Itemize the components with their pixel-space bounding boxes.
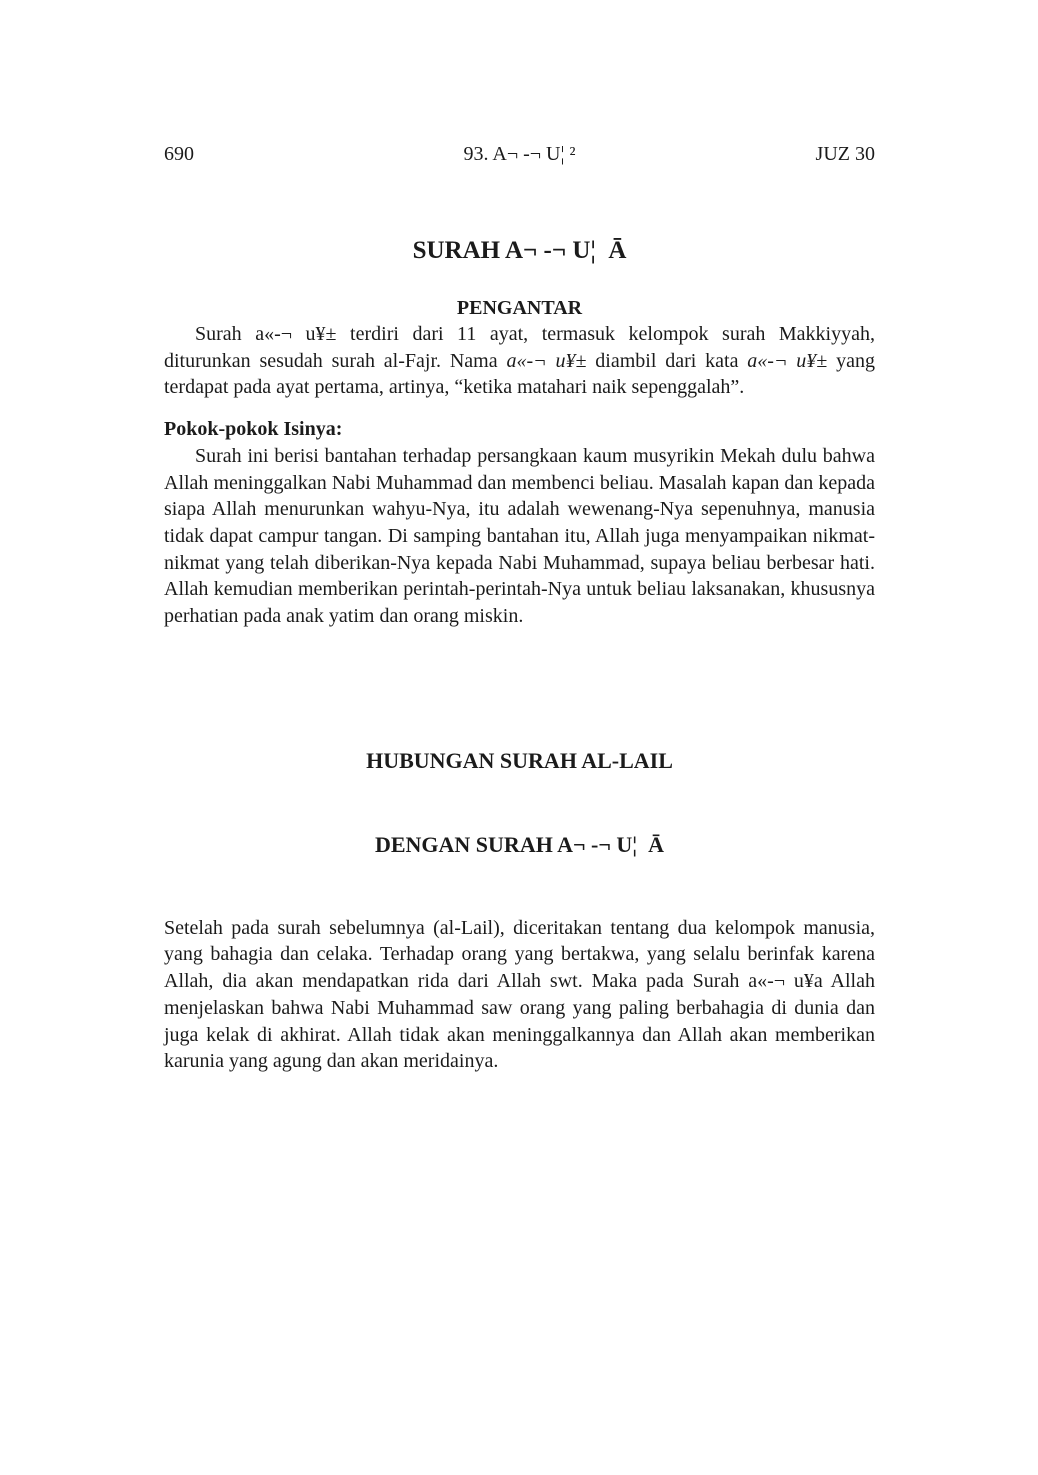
intro-paragraph [164, 321, 875, 401]
intro-run-3: yang terdapat pada ayat pertama, artinya, “ketika matahari naik sepenggalah”. [164, 349, 875, 399]
running-title: 93. A¬ -¬ U¦ ² [463, 143, 576, 165]
surah-title: SURAH A¬ -¬ U¦ Ā [412, 237, 627, 264]
page-content [164, 0, 875, 1075]
page-number: 690 [164, 143, 194, 165]
hubungan-heading-line2: DENGAN SURAH A¬ -¬ U¦ Ā [374, 831, 665, 857]
pokok-isinya-heading: Pokok-pokok Isinya: [164, 418, 343, 441]
intro-run-2: diambil dari kata [586, 349, 748, 372]
hubungan-paragraph: Setelah pada surah sebelumnya (al-Lail), diceritakan tentang dua kelompok manusia, yang bahagia dan celaka. Terhadap orang yang bertakwa, yang selalu berinfak karena Allah, dia akan mendapatkan rida dari Allah swt. Maka pada Surah a«-¬ u¥a Allah menjelaskan bahwa Nabi Muhammad saw orang yang paling berbahagia di dunia dan juga kelak di akhirat. Allah tidak akan meninggalkannya dan Allah akan memberikan karunia yang agung dan akan meridainya. [164, 916, 875, 1073]
surah-name-italic: a«-¬ u¥± [506, 349, 587, 372]
pokok-isinya-paragraph: Surah ini berisi bantahan terhadap persangkaan kaum musyrikin Mekah dulu bahwa Allah meninggalkan Nabi Muhammad dan membenci beliau. Masalah kapan dan kepada siapa Allah menurunkan wahyu-Nya, itu adalah wewenang-Nya sepenuhnya, manusia tidak dapat campur tangan. Di samping bantahan itu, Allah juga menyampaikan nikmat-nikmat yang telah diberikan-Nya kepada Nabi Muhammad, supaya beliau berbesar hati. Allah kemudian memberikan perintah-perintah-Nya untuk beliau laksanakan, khususnya perhatian pada anak yatim dan orang miskin. [164, 444, 875, 628]
hubungan-heading-line1: HUBUNGAN SURAH AL-LAIL [366, 747, 673, 773]
intro-run-1: Surah a«-¬ u¥± terdiri dari 11 ayat, termasuk kelompok surah Makkiyyah, diturunkan sesudah surah al-Fajr. Nama [164, 323, 875, 372]
juz-label: JUZ 30 [815, 143, 875, 165]
page-header [164, 142, 875, 167]
pengantar-heading: PENGANTAR [456, 297, 583, 319]
surah-name-italic: a«-¬ u¥± [747, 349, 828, 372]
hubungan-heading [164, 691, 875, 915]
